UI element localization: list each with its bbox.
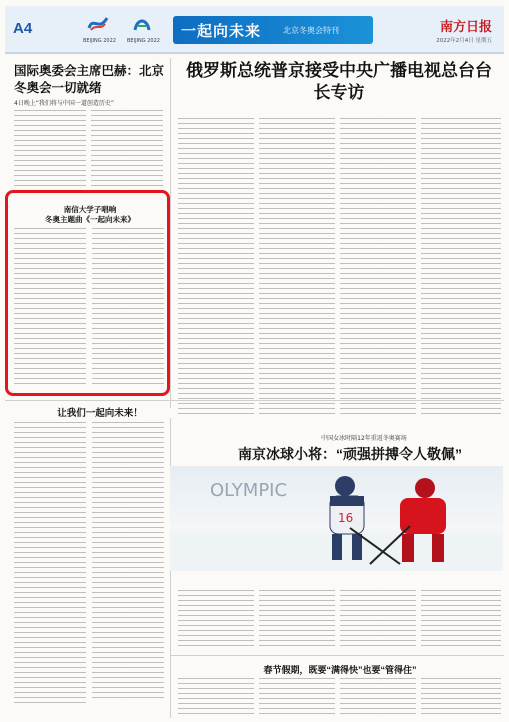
article-body-text: [421, 590, 501, 650]
article-body-text: [14, 228, 86, 388]
main-headline: 俄罗斯总统普京接受中央广播电视总台台长专访: [186, 61, 492, 103]
page-number: A4: [13, 20, 33, 37]
article-body-text: [259, 118, 335, 418]
article-body-text: [14, 422, 86, 707]
emblem-label: BEIJING 2022: [83, 38, 116, 44]
article-body-text: [421, 678, 501, 714]
ice-hockey-photo: [170, 466, 503, 571]
article-body-text: [421, 118, 501, 418]
bach-article-subtitle: 4日晚上“我们将与中国一道创造历史”: [14, 100, 115, 107]
article-body-text: [92, 228, 164, 388]
highlight-title-line1: 南信大学子唱响: [63, 205, 117, 214]
article-body-text: [178, 678, 254, 714]
newspaper-logo: 南方日报: [439, 20, 492, 35]
issue-date: 2022年2月4日 星期五: [436, 38, 492, 44]
highlight-title-line2: 冬奥主题曲《一起向未来》: [45, 215, 135, 224]
special-issue-banner: [173, 16, 373, 44]
article-body-text: [92, 422, 164, 702]
article-body-text: [340, 590, 416, 650]
article-body-text: [340, 118, 416, 418]
article-body-text: [259, 590, 335, 650]
article-body-text: [340, 678, 416, 714]
ice-hockey-headline: 南京冰球小将：“顽强拼搏令人敬佩”: [238, 446, 462, 462]
emblem-label: BEIJING 2022: [127, 38, 160, 44]
article-body-text: [14, 110, 86, 186]
ice-hockey-kicker: 中国女冰时隔12年重返冬奥赛场: [321, 435, 407, 442]
masthead: [5, 6, 504, 54]
article-body-text: [178, 590, 254, 650]
svg-text:16: 16: [338, 511, 354, 525]
article-body-text: [91, 110, 163, 186]
article-body-text: [178, 118, 254, 418]
spring-festival-headline: 春节假期，既要“满得快”也要“管得住”: [263, 665, 417, 675]
paralympic-emblem-icon: [129, 14, 155, 34]
article-body-text: [259, 678, 335, 714]
banner-title: 一起向未来: [181, 22, 262, 40]
together-future-title: 让我们一起向未来！: [57, 408, 143, 419]
olympic-emblem-icon: [85, 14, 111, 34]
banner-subtitle: 北京冬奥会特刊: [283, 26, 339, 35]
svg-text:OLYMPIC: OLYMPIC: [210, 480, 288, 501]
bach-article-title: 国际奥委会主席巴赫：北京冬奥会一切就绪: [14, 63, 165, 95]
